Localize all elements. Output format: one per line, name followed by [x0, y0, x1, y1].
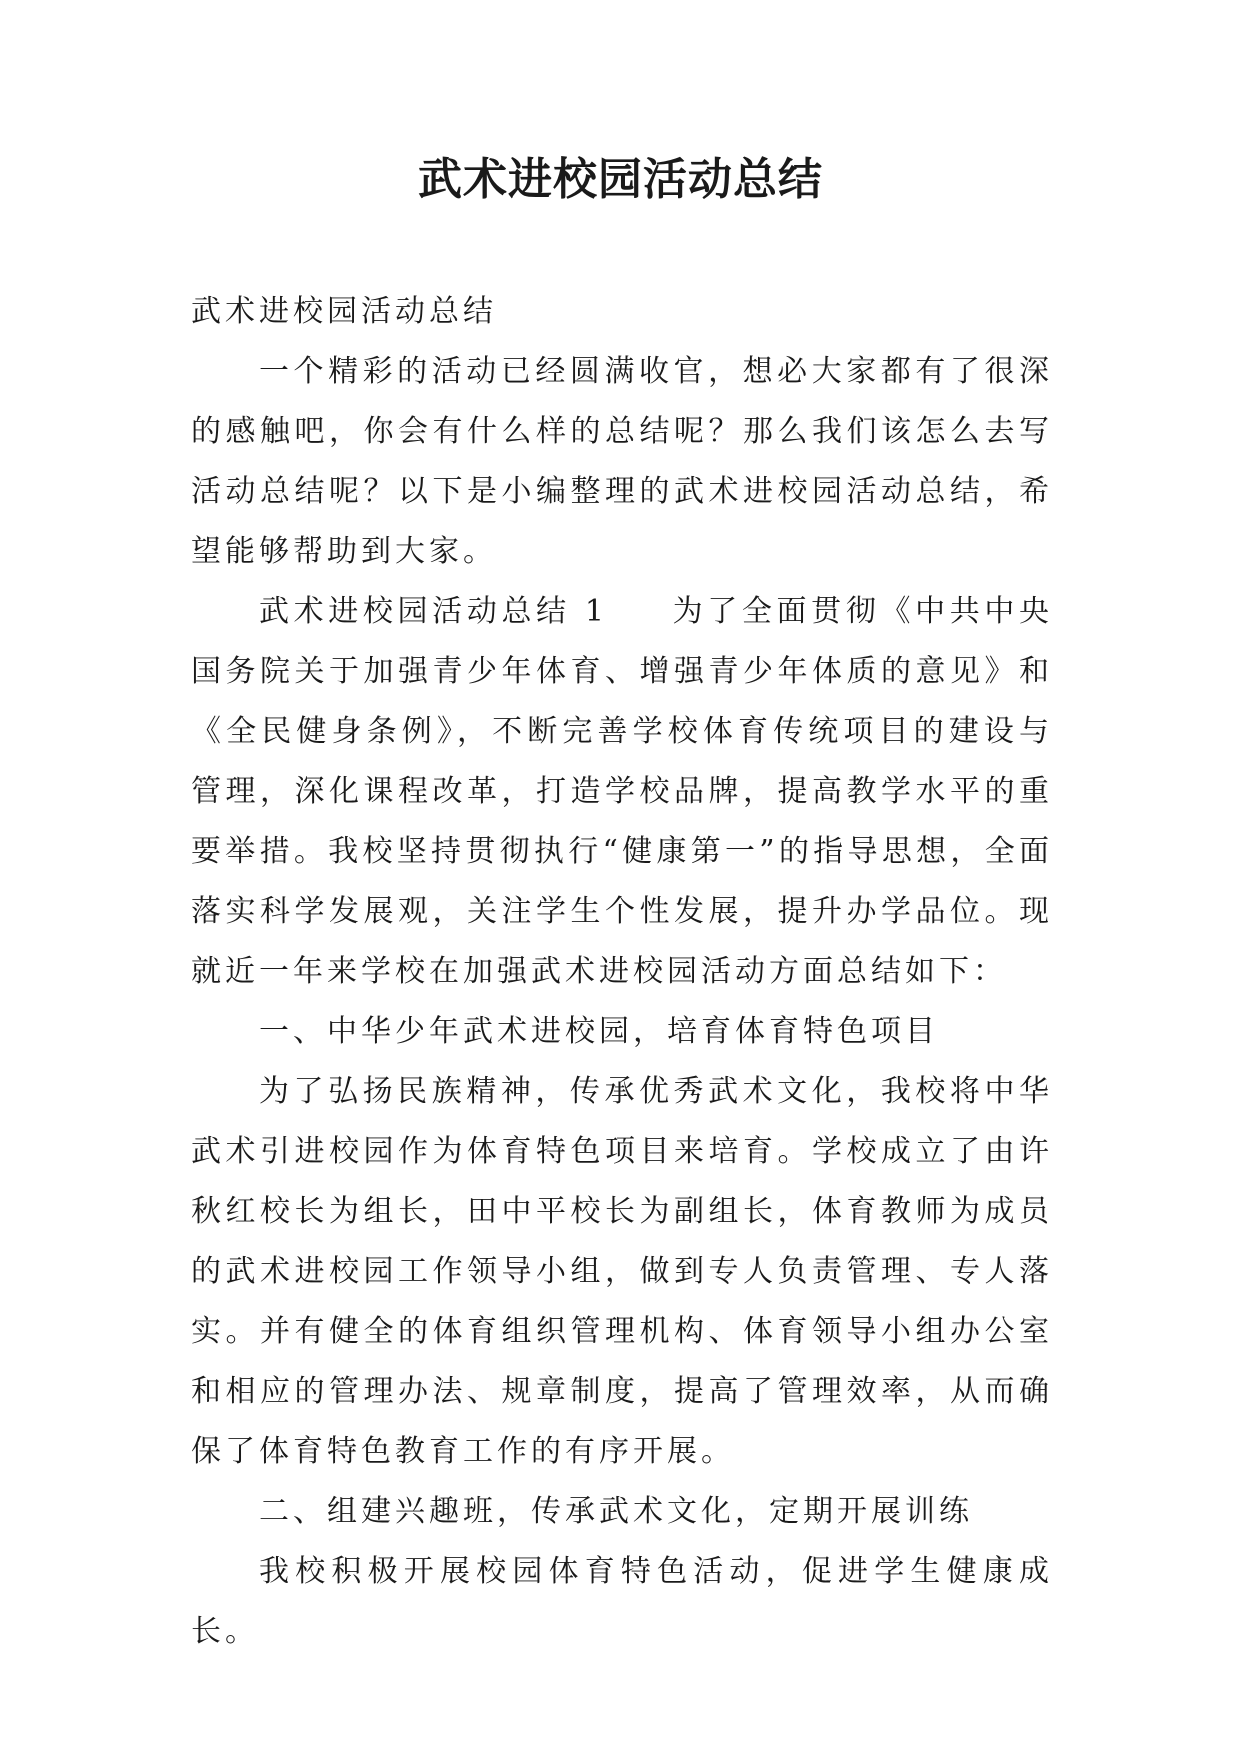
section-1-text: 为了全面贯彻《中共中央国务院关于加强青少年体育、增强青少年体质的意见》和《全民健身条例》，不断完善学校体育传统项目的建设与管理，深化课程改革，打造学校品牌，提高教学水平的重要举措。我校坚持贯彻执行“健康第一”的指导思想，全面落实科学发展观，关注学生个性发展，提升办学品位。现就近一年来学校在加强武术进校园活动方面总结如下：: [191, 594, 1054, 989]
document-subtitle: 武术进校园活动总结: [191, 294, 497, 329]
document-title: 武术进校园活动总结: [418, 154, 823, 205]
document-body: [191, 282, 1053, 1662]
paragraph-one: 为了弘扬民族精神，传承优秀武术文化，我校将中华武术引进校园作为体育特色项目来培育。学校成立了由许秋红校长为组长，田中平校长为副组长，体育教师为成员的武术进校园工作领导小组，做到专人负责管理、专人落实。并有健全的体育组织管理机构、体育领导小组办公室和相应的管理办法、规章制度，提高了管理效率，从而确保了体育特色教育工作的有序开展。: [191, 1074, 1053, 1469]
paragraph-two: 我校积极开展校园体育特色活动，促进学生健康成长。: [191, 1554, 1053, 1649]
heading-two: 二、组建兴趣班，传承武术文化，定期开展训练: [259, 1494, 973, 1529]
heading-one: 一、中华少年武术进校园，培育体育特色项目: [259, 1014, 939, 1049]
section-1-paragraph: [191, 582, 1053, 1002]
intro-paragraph: 一个精彩的活动已经圆满收官，想必大家都有了很深的感触吧，你会有什么样的总结呢？那么我们该怎么去写活动总结呢？以下是小编整理的武术进校园活动总结，希望能够帮助到大家。: [191, 354, 1053, 569]
section-1-heading: 武术进校园活动总结 1: [259, 594, 608, 629]
